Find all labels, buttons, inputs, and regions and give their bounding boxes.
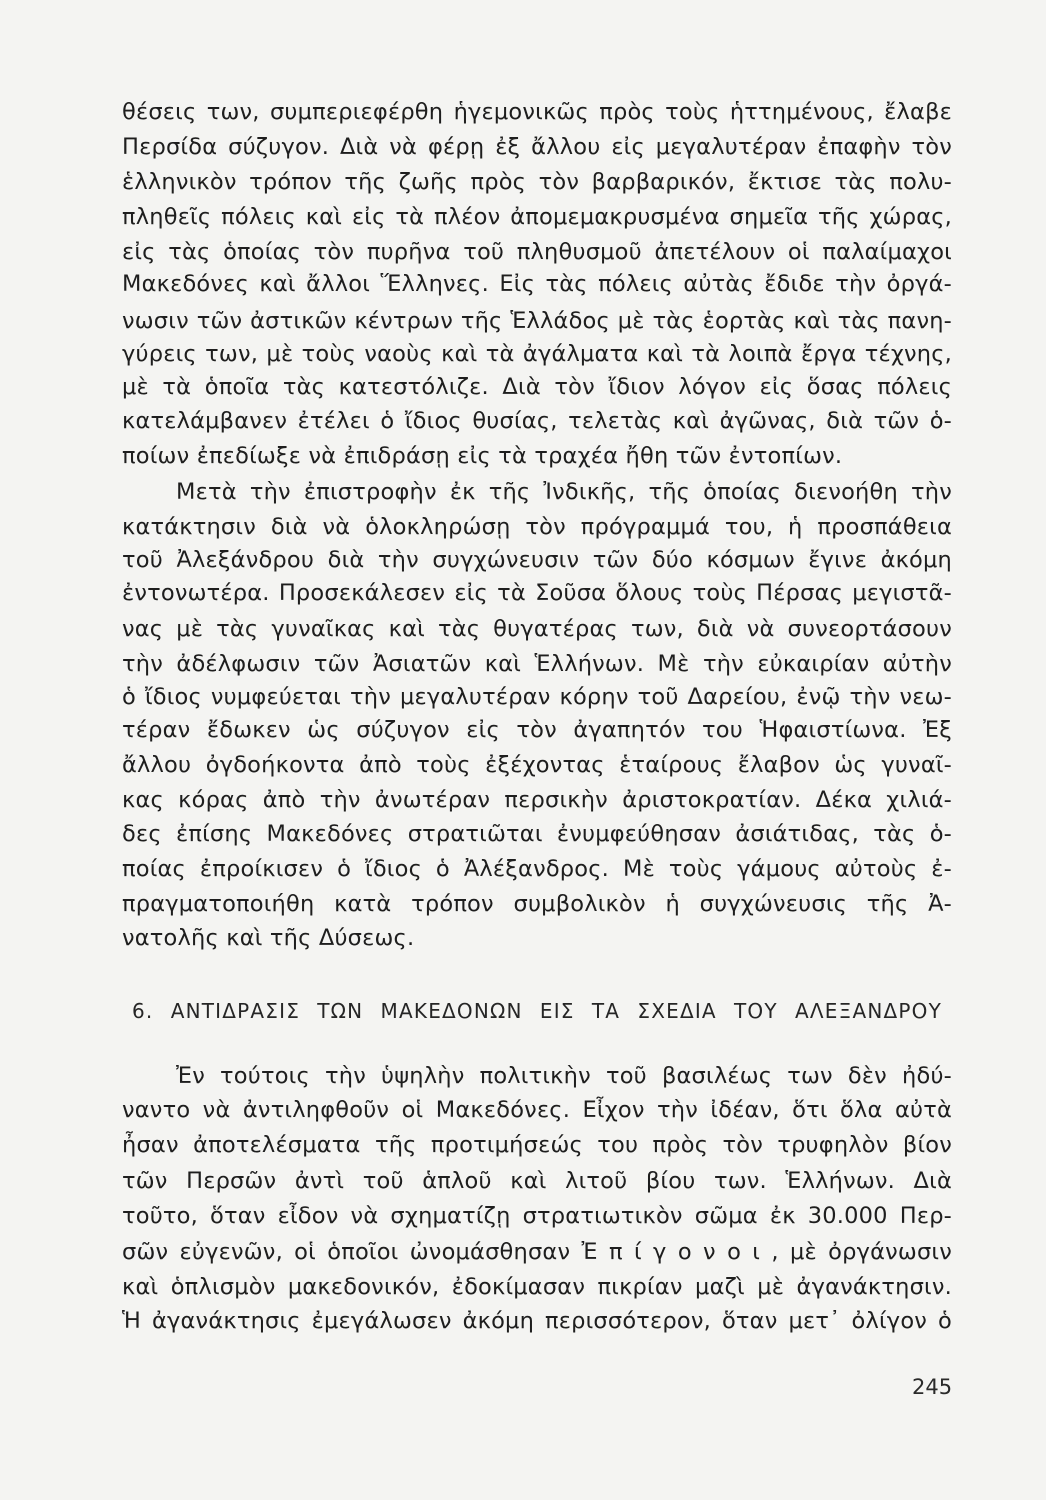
text-line: ποίων ἐπεδίωξε νὰ ἐπιδράσῃ εἰς τὰ τραχέα ἤθη τῶν ἐντοπίων. (122, 443, 843, 469)
text-line: ἐντονωτέρα. Προσεκάλεσεν εἰς τὰ Σοῦσα ὅλους τοὺς Πέρσας μεγιστᾶ- (122, 580, 952, 606)
text-line: ἄλλου ὀγδοήκοντα ἀπὸ τοὺς ἐξέχοντας ἑταίρους ἔλαβον ὡς γυναῖ- (122, 752, 952, 778)
text-line: Μετὰ τὴν ἐπιστροφὴν ἐκ τῆς Ἰνδικῆς, τῆς ὁποίας διενοήθη τὴν (176, 479, 952, 505)
text-line: νωσιν τῶν ἀστικῶν κέντρων τῆς Ἑλλάδος μὲ τὰς ἑορτὰς καὶ τὰς πανη- (122, 308, 952, 334)
text-line: γύρεις των, μὲ τοὺς ναοὺς καὶ τὰ ἀγάλματα καὶ τὰ λοιπὰ ἔργα τέχνης, (122, 341, 952, 367)
text-line: ἑλληνικὸν τρόπον τῆς ζωῆς πρὸς τὸν βαρβαρικόν, ἔκτισε τὰς πολυ- (122, 169, 952, 195)
text-line: πληθεῖς πόλεις καὶ εἰς τὰ πλέον ἀπομεμακρυσμένα σημεῖα τῆς χώρας, (122, 204, 952, 230)
section-heading: 6. ΑΝΤΙΔΡΑΣΙΣ ΤΩΝ ΜΑΚΕΔΟΝΩΝ ΕΙΣ ΤΑ ΣΧΕΔΙΑ ΤΟΥ ΑΛΕΞΑΝΔΡΟΥ (132, 999, 942, 1023)
text-line: πραγματοποιήθη κατὰ τρόπον συμβολικὸν ἡ συγχώνευσις τῆς Ἀ- (122, 891, 952, 917)
text-line: τῶν Περσῶν ἀντὶ τοῦ ἁπλοῦ καὶ λιτοῦ βίου των. Ἑλλήνων. Διὰ (122, 1168, 952, 1194)
text-line: τοῦ Ἀλεξάνδρου διὰ τὴν συγχώνευσιν τῶν δύο κόσμων ἔγινε ἀκόμη (122, 547, 952, 573)
text-line: νας μὲ τὰς γυναῖκας καὶ τὰς θυγατέρας των, διὰ νὰ συνεορτάσουν (122, 616, 952, 642)
text-line: κας κόρας ἀπὸ τὴν ἀνωτέραν περσικὴν ἀριστοκρατίαν. Δέκα χιλιά- (122, 787, 952, 813)
text-line: κατελάμβανεν ἐτέλει ὁ ἴδιος θυσίας, τελετὰς καὶ ἀγῶνας, διὰ τῶν ὁ- (122, 408, 952, 434)
text-line: μὲ τὰ ὁποῖα τὰς κατεστόλιζε. Διὰ τὸν ἴδιον λόγον εἰς ὅσας πόλεις (122, 374, 952, 400)
text-line: θέσεις των, συμπεριεφέρθη ἡγεμονικῶς πρὸς τοὺς ἡττημένους, ἔλαβε (122, 99, 952, 125)
text-line: ἦσαν ἀποτελέσματα τῆς προτιμήσεώς του πρὸς τὸν τρυφηλὸν βίον (122, 1132, 952, 1158)
page-number: 245 (912, 1375, 953, 1399)
text-line: καὶ ὁπλισμὸν μακεδονικόν, ἐδοκίμασαν πικρίαν μαζὶ μὲ ἀγανάκτησιν. (122, 1274, 952, 1300)
text-line: κατάκτησιν διὰ νὰ ὁλοκληρώσῃ τὸν πρόγραμμά του, ἡ προσπάθεια (122, 514, 952, 540)
text-line: τοῦτο, ὅταν εἶδον νὰ σχηματίζῃ στρατιωτικὸν σῶμα ἐκ 30.000 Περ- (122, 1203, 952, 1229)
text-line: ὁ ἴδιος νυμφεύεται τὴν μεγαλυτέραν κόρην τοῦ Δαρείου, ἐνῷ τὴν νεω- (122, 684, 952, 710)
text-line: τὴν ἀδέλφωσιν τῶν Ἀσιατῶν καὶ Ἑλλήνων. Μὲ τὴν εὐκαιρίαν αὐτὴν (122, 651, 952, 677)
text-line: Μακεδόνες καὶ ἄλλοι Ἕλληνες. Εἰς τὰς πόλεις αὐτὰς ἔδιδε τὴν ὀργά- (122, 271, 952, 297)
text-line: ναντο νὰ ἀντιληφθοῦν οἱ Μακεδόνες. Εἶχον τὴν ἰδέαν, ὅτι ὅλα αὐτὰ (122, 1097, 952, 1123)
text-line: νατολῆς καὶ τῆς Δύσεως. (122, 925, 415, 951)
text-line: εἰς τὰς ὁποίας τὸν πυρῆνα τοῦ πληθυσμοῦ ἀπετέλουν οἱ παλαίμαχοι (122, 239, 952, 265)
text-line: Ἐν τούτοις τὴν ὑψηλὴν πολιτικὴν τοῦ βασιλέως των δὲν ἠδύ- (176, 1063, 952, 1089)
text-line: ποίας ἐπροίκισεν ὁ ἴδιος ὁ Ἀλέξανδρος. Μὲ τοὺς γάμους αὐτοὺς ἐ- (122, 856, 952, 882)
text-line: Ἡ ἀγανάκτησις ἐμεγάλωσεν ἀκόμη περισσότερον, ὅταν μετ᾽ ὀλίγον ὁ (122, 1308, 952, 1334)
text-line: σῶν εὐγενῶν, οἱ ὁποῖοι ὠνομάσθησαν Ἐ π ί γ ο ν ο ι , μὲ ὀργάνωσιν (122, 1239, 952, 1265)
text-line: Περσίδα σύζυγον. Διὰ νὰ φέρῃ ἐξ ἄλλου εἰς μεγαλυτέραν ἐπαφὴν τὸν (122, 134, 952, 160)
text-line: δες ἐπίσης Μακεδόνες στρατιῶται ἐνυμφεύθησαν ἀσιάτιδας, τὰς ὁ- (122, 821, 952, 847)
text-line: τέραν ἔδωκεν ὡς σύζυγον εἰς τὸν ἀγαπητόν του Ἡφαιστίωνα. Ἐξ (122, 717, 952, 743)
